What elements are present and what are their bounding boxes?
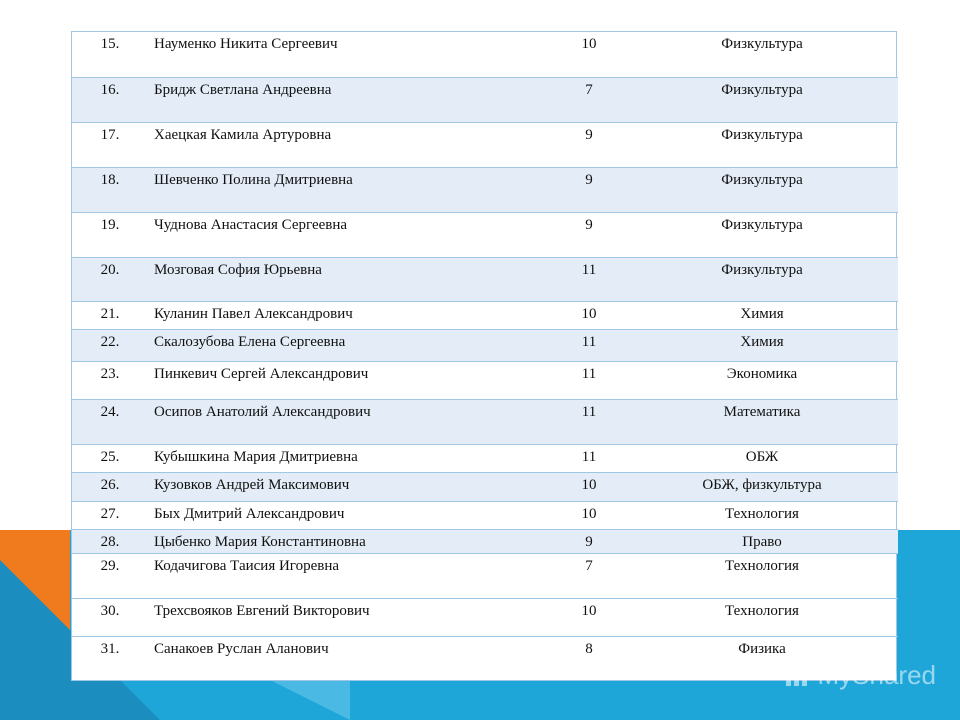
row-number-cell: 30. bbox=[72, 598, 148, 636]
subject-cell: Физкультура bbox=[626, 77, 898, 122]
table-row bbox=[72, 472, 898, 501]
grade-cell: 9 bbox=[552, 212, 626, 257]
row-number-cell: 31. bbox=[72, 636, 148, 680]
student-name-cell: Пинкевич Сергей Александрович bbox=[148, 361, 552, 399]
row-number-cell: 27. bbox=[72, 501, 148, 529]
student-name-cell: Скалозубова Елена Сергеевна bbox=[148, 329, 552, 361]
subject-cell: Физика bbox=[626, 636, 898, 680]
student-name-cell: Кубышкина Мария Дмитриевна bbox=[148, 444, 552, 472]
grade-cell: 11 bbox=[552, 361, 626, 399]
subject-cell: Математика bbox=[626, 399, 898, 444]
student-name-cell: Кодачигова Таисия Игоревна bbox=[148, 553, 552, 598]
grade-cell: 10 bbox=[581, 36, 597, 52]
grade-cell: 10 bbox=[552, 472, 626, 501]
table-row bbox=[72, 257, 898, 301]
table-row bbox=[72, 167, 898, 212]
subject-cell: Химия bbox=[626, 329, 898, 361]
students-table-body bbox=[72, 32, 898, 680]
subject-cell: ОБЖ, физкультура bbox=[626, 472, 898, 501]
table-row bbox=[72, 598, 898, 636]
row-number-cell: 20. bbox=[72, 257, 148, 301]
student-name-cell: Чуднова Анастасия Сергеевна bbox=[148, 212, 552, 257]
student-name-cell: Санакоев Руслан Аланович bbox=[148, 636, 552, 680]
student-name-cell: Кузовков Андрей Максимович bbox=[148, 472, 552, 501]
row-number-cell: 19. bbox=[72, 212, 148, 257]
subject-cell: Химия bbox=[626, 301, 898, 329]
table-row bbox=[72, 529, 898, 553]
table-row bbox=[72, 32, 898, 77]
row-number-cell: 17. bbox=[72, 122, 148, 167]
row-number-cell: 28. bbox=[72, 529, 148, 553]
table-row bbox=[72, 301, 898, 329]
grade-cell: 10 bbox=[552, 598, 626, 636]
grade-cell: 10 bbox=[552, 501, 626, 529]
student-name-cell: Осипов Анатолий Александрович bbox=[148, 399, 552, 444]
student-name-cell: Науменко Никита Сергеевич bbox=[154, 36, 338, 52]
students-table bbox=[72, 32, 898, 680]
subject-cell: Экономика bbox=[626, 361, 898, 399]
student-name-cell: Цыбенко Мария Константиновна bbox=[148, 529, 552, 553]
student-name-cell: Шевченко Полина Дмитриевна bbox=[148, 167, 552, 212]
table-row bbox=[72, 444, 898, 472]
subject-cell: Физкультура bbox=[626, 167, 898, 212]
table-row bbox=[72, 361, 898, 399]
subject-cell: Физкультура bbox=[721, 36, 803, 52]
row-number-cell: 16. bbox=[72, 77, 148, 122]
grade-cell: 7 bbox=[552, 77, 626, 122]
subject-cell: Физкультура bbox=[626, 257, 898, 301]
table-row bbox=[72, 122, 898, 167]
subject-cell: Право bbox=[626, 529, 898, 553]
student-name-cell: Мозговая София Юрьевна bbox=[148, 257, 552, 301]
table-row bbox=[72, 553, 898, 598]
row-number-cell: 29. bbox=[72, 553, 148, 598]
student-name-cell: Трехсвояков Евгений Викторович bbox=[148, 598, 552, 636]
grade-cell: 11 bbox=[552, 444, 626, 472]
row-number-cell: 15. bbox=[100, 36, 120, 52]
table-row bbox=[72, 329, 898, 361]
row-number-cell: 22. bbox=[72, 329, 148, 361]
row-number-cell: 26. bbox=[72, 472, 148, 501]
students-table-container bbox=[71, 31, 897, 681]
table-row bbox=[72, 212, 898, 257]
grade-cell: 9 bbox=[552, 529, 626, 553]
row-number-cell: 18. bbox=[72, 167, 148, 212]
row-number-cell: 21. bbox=[72, 301, 148, 329]
grade-cell: 8 bbox=[552, 636, 626, 680]
subject-cell: Физкультура bbox=[626, 212, 898, 257]
subject-cell: Технология bbox=[626, 598, 898, 636]
table-row bbox=[72, 636, 898, 680]
student-name-cell: Быx Дмитрий Александрович bbox=[148, 501, 552, 529]
grade-cell: 9 bbox=[552, 122, 626, 167]
table-row bbox=[72, 399, 898, 444]
grade-cell: 9 bbox=[552, 167, 626, 212]
table-row bbox=[72, 501, 898, 529]
row-number-cell: 23. bbox=[72, 361, 148, 399]
grade-cell: 7 bbox=[552, 553, 626, 598]
watermark bbox=[784, 660, 937, 691]
watermark-text: MyShared bbox=[817, 660, 936, 690]
table-row bbox=[72, 77, 898, 122]
student-name-cell: Бридж Светлана Андреевна bbox=[148, 77, 552, 122]
row-number-cell: 24. bbox=[72, 399, 148, 444]
row-number-cell: 25. bbox=[72, 444, 148, 472]
grade-cell: 11 bbox=[552, 329, 626, 361]
subject-cell: Технология bbox=[626, 553, 898, 598]
grade-cell: 11 bbox=[552, 399, 626, 444]
bar-chart-icon bbox=[784, 664, 814, 688]
student-name-cell: Хаецкая Камила Артуровна bbox=[148, 122, 552, 167]
subject-cell: Физкультура bbox=[626, 122, 898, 167]
student-name-cell: Куланин Павел Александрович bbox=[148, 301, 552, 329]
subject-cell: Технология bbox=[626, 501, 898, 529]
subject-cell: ОБЖ bbox=[626, 444, 898, 472]
grade-cell: 11 bbox=[552, 257, 626, 301]
grade-cell: 10 bbox=[552, 301, 626, 329]
